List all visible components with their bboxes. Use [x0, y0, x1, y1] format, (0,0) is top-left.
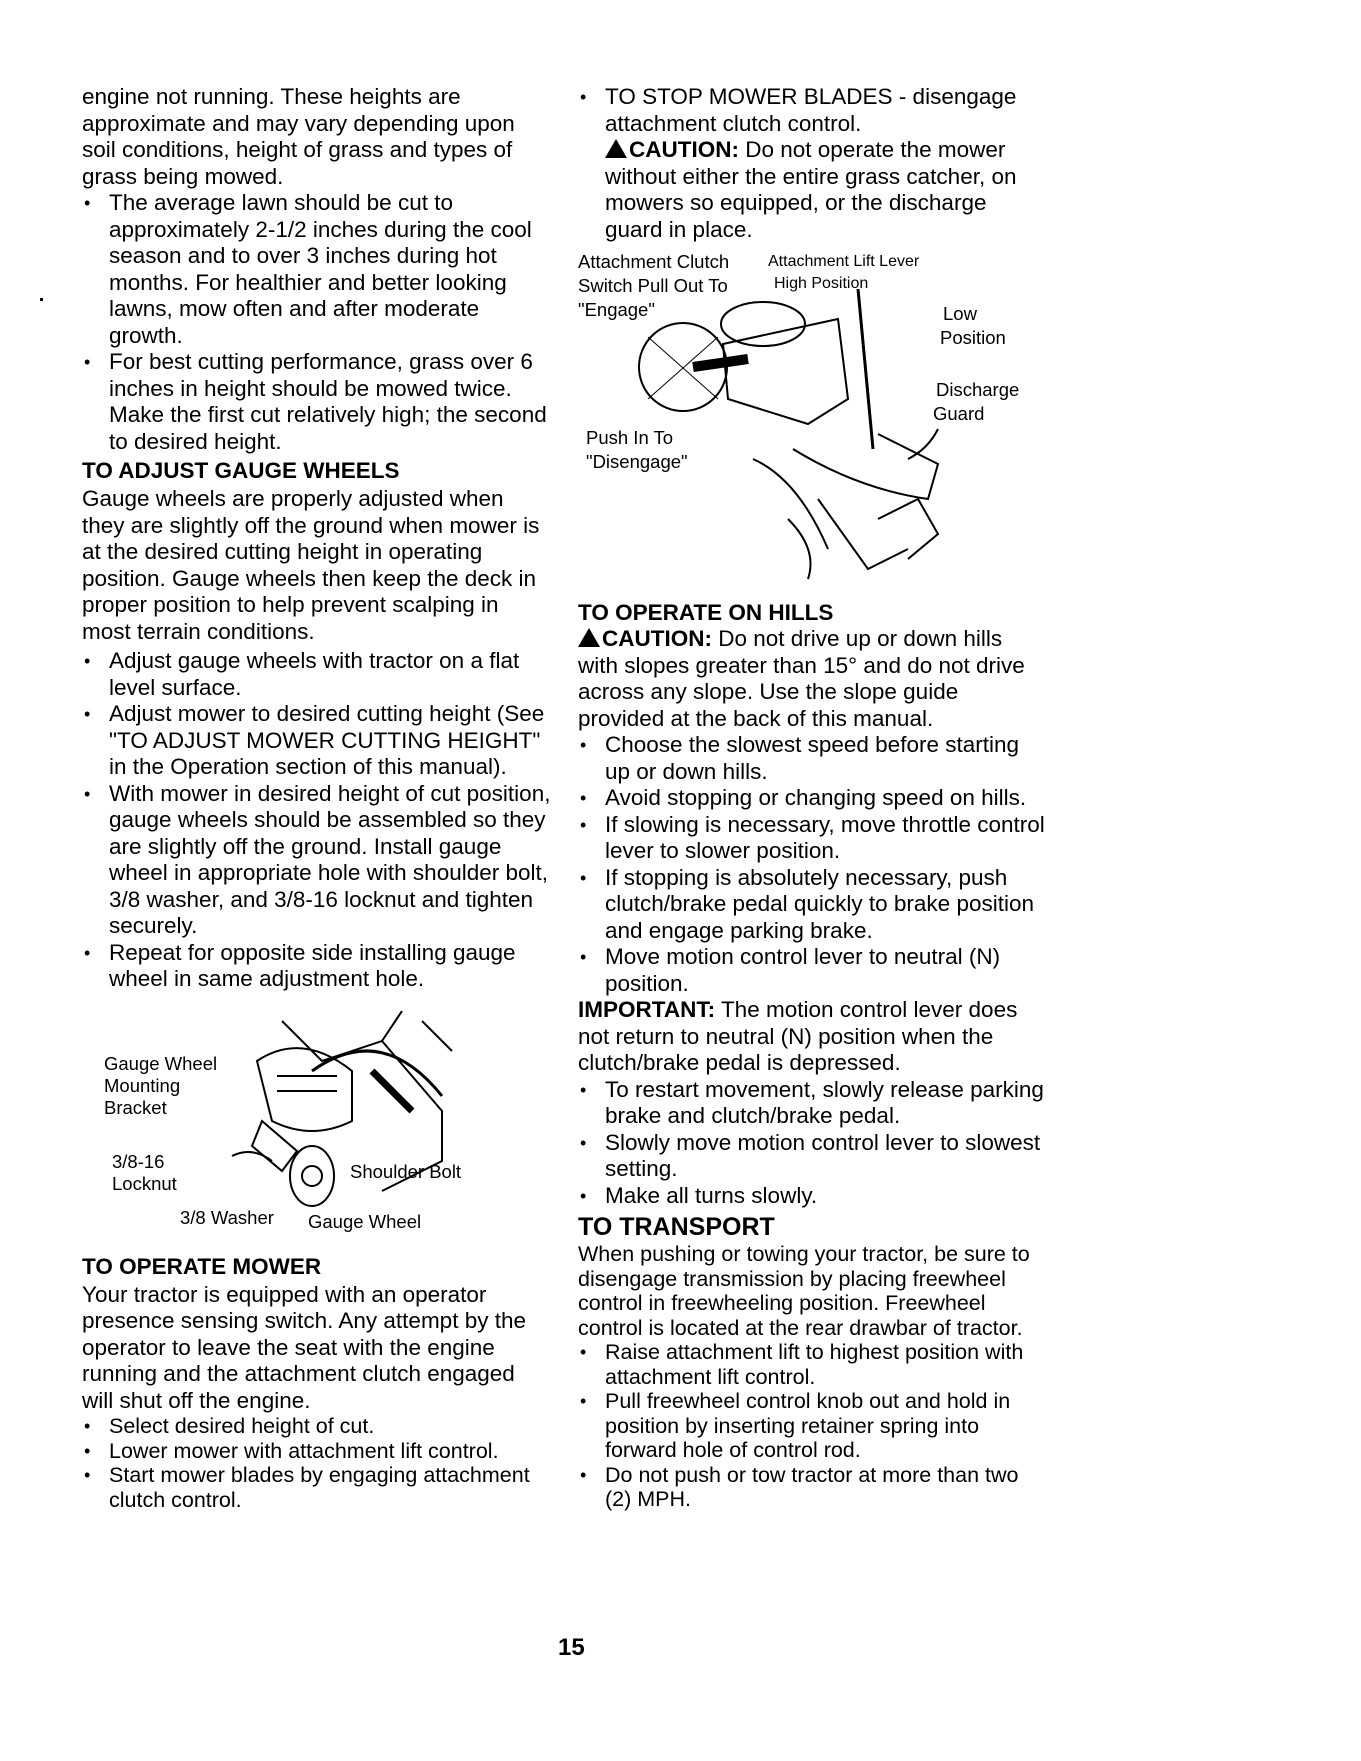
list-item: • Do not push or tow tractor at more than two (2) MPH. — [578, 1463, 1048, 1512]
hills-caution-text: Do not drive up or down hills with slopes greater than 15° and do not drive across any slope. Use the slope guide provided at the back of this manual. — [578, 626, 1025, 731]
label-washer: 3/8 Washer — [180, 1206, 274, 1228]
hills-caution-paragraph — [578, 626, 1048, 732]
list-item: • Raise attachment lift to highest position with attachment lift control. — [578, 1340, 1048, 1389]
label-gauge-wheel: Gauge Wheel — [308, 1210, 422, 1232]
gauge-wheels-paragraph: Gauge wheels are properly adjusted when they are slightly off the ground when mower is at the desired cutting height in operating position. Gauge wheels then keep the deck in proper position to help prevent scalping in most terrain conditions. — [82, 486, 540, 644]
list-item: • With mower in desired height of cut position, gauge wheels should be assembled so they are slightly off the ground. Install gauge wheel in appropriate hole with shoulder bolt, 3/8 washer, and 3/8-16 locknut and tighten securely. — [82, 781, 552, 940]
label-position: Position — [940, 327, 1006, 348]
list-item: • Repeat for opposite side installing gauge wheel in same adjustment hole. — [82, 940, 552, 993]
label-low: Low — [943, 303, 977, 324]
page-number: 15 — [558, 1634, 585, 1661]
list-item: • Select desired height of cut. — [82, 1414, 552, 1439]
list-item: • Move motion control lever to neutral (N) position. — [578, 944, 1048, 997]
transport-paragraph: When pushing or towing your tractor, be sure to disengage transmission by placing freewheel control in freewheeling position. Freewheel control is located at the rear drawbar of tractor. — [578, 1242, 1030, 1340]
operate-mower-heading: TO OPERATE MOWER — [82, 1253, 322, 1279]
list-item: • The average lawn should be cut to approximately 2-1/2 inches during the cool season and to over 3 inches during hot months. For healthier and better looking lawns, mow often and after moderate growth. — [82, 190, 552, 349]
list-item: • For best cutting performance, grass over 6 inches in height should be mowed twice. Make the first cut relatively high; the second to desired height. — [82, 349, 552, 455]
mowing-tips-list — [82, 190, 552, 455]
important-paragraph — [578, 997, 1048, 1077]
label-locknut: Locknut — [112, 1172, 177, 1194]
operate-mower-list — [82, 1414, 552, 1512]
label-attachment-clutch: Attachment Clutch — [578, 251, 730, 272]
list-item: • TO STOP MOWER BLADES - disengage attachment clutch control. — [578, 84, 1048, 137]
right-column — [578, 84, 1048, 1512]
important-text: The motion control lever does not return to neutral (N) position when the clutch/brake pedal is depressed. — [578, 997, 1018, 1075]
list-item: • If stopping is absolutely necessary, push clutch/brake pedal quickly to brake position and engage parking brake. — [578, 865, 1048, 945]
label-high-position: High Position — [774, 275, 869, 292]
list-item: • Make all turns slowly. — [578, 1183, 1048, 1210]
label-engage: "Engage" — [578, 299, 655, 320]
warning-triangle-icon — [578, 628, 600, 647]
left-column — [82, 84, 552, 1512]
important-label: IMPORTANT: — [578, 997, 716, 1022]
stop-blades-list — [578, 84, 1048, 137]
gauge-wheels-heading: TO ADJUST GAUGE WHEELS — [82, 458, 400, 483]
list-item: • To restart movement, slowly release parking brake and clutch/brake pedal. — [578, 1077, 1048, 1130]
gauge-wheels-list — [82, 648, 552, 993]
caution-label: CAUTION: — [629, 137, 739, 162]
intro-paragraph: engine not running. These heights are approximate and may vary depending upon soil conditions, height of grass and types of grass being mowed. — [82, 84, 515, 189]
hills-list — [578, 732, 1048, 997]
list-item: • Adjust gauge wheels with tractor on a flat level surface. — [82, 648, 552, 701]
label-discharge: Discharge — [936, 379, 1020, 400]
label-bracket: Bracket — [104, 1096, 167, 1118]
operate-mower-paragraph: Your tractor is equipped with an operator presence sensing switch. Any attempt by the operator to leave the seat with the engine running and the attachment clutch engaged will shut off the engine. — [82, 1281, 526, 1413]
label-push-in: Push In To — [586, 427, 674, 448]
list-item: • Avoid stopping or changing speed on hills. — [578, 785, 1048, 812]
label-gauge-wheel-bracket: Gauge Wheel — [104, 1052, 218, 1074]
label-locknut-size: 3/8-16 — [112, 1150, 165, 1172]
label-guard: Guard — [933, 403, 985, 424]
list-item: • Lower mower with attachment lift control. — [82, 1439, 552, 1464]
gauge-wheel-figure — [82, 1001, 552, 1251]
label-mounting: Mounting — [104, 1074, 181, 1096]
scan-speck — [40, 298, 43, 301]
list-item: • Pull freewheel control knob out and hold in position by inserting retainer spring into forward hole of control rod. — [578, 1389, 1048, 1463]
label-shoulder-bolt: Shoulder Bolt — [350, 1160, 462, 1182]
hills-caution-label: CAUTION: — [602, 626, 712, 651]
transport-list — [578, 1340, 1048, 1512]
clutch-figure — [578, 249, 1048, 587]
list-item: • Slowly move motion control lever to slowest setting. — [578, 1130, 1048, 1183]
list-item: • If slowing is necessary, move throttle control lever to slower position. — [578, 812, 1048, 865]
list-item: • Adjust mower to desired cutting height (See "TO ADJUST MOWER CUTTING HEIGHT" in the Operation section of this manual). — [82, 701, 552, 781]
label-attachment-lift-lever: Attachment Lift Lever — [768, 253, 920, 270]
caution-paragraph — [578, 137, 1048, 243]
label-switch-pull-out: Switch Pull Out To — [578, 275, 728, 296]
restart-list — [578, 1077, 1048, 1210]
list-item: • Choose the slowest speed before starting up or down hills. — [578, 732, 1048, 785]
transport-heading: TO TRANSPORT — [578, 1213, 775, 1241]
hills-heading: TO OPERATE ON HILLS — [578, 600, 834, 625]
warning-triangle-icon — [605, 139, 627, 158]
label-disengage: "Disengage" — [586, 451, 688, 472]
caution-text: Do not operate the mower without either the entire grass catcher, on mowers so equipped, or the discharge guard in place. — [605, 137, 1017, 242]
list-item: • Start mower blades by engaging attachment clutch control. — [82, 1463, 552, 1512]
